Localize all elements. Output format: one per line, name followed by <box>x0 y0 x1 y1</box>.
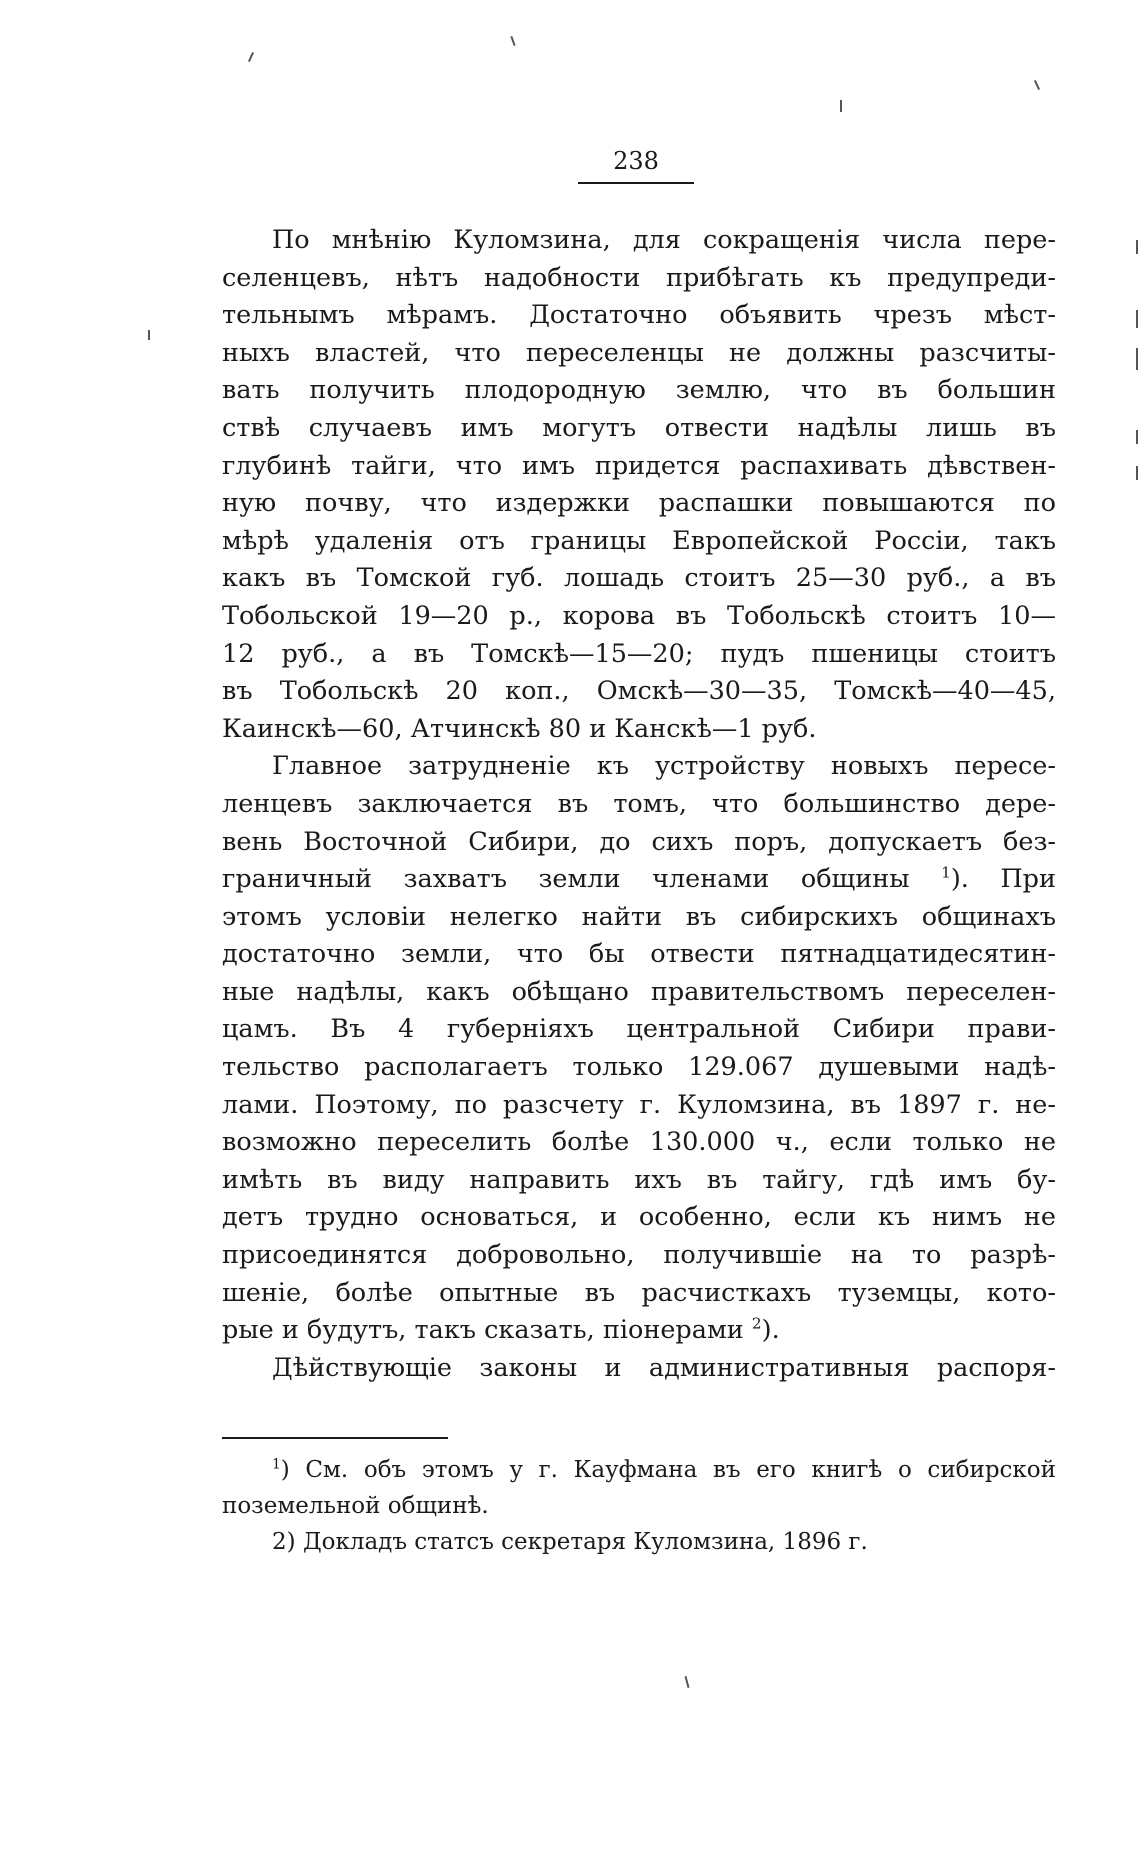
text-line: Каинскѣ—60, Атчинскѣ 80 и Канскѣ—1 руб. <box>222 713 817 744</box>
text-line-with-footnote-ref <box>222 1312 1056 1350</box>
text-line: ствѣ случаевъ имъ могутъ отвести надѣлы лишь въ <box>222 412 1056 443</box>
text-line: ныхъ властей, что переселенцы не должны разсчиты- <box>222 337 1056 368</box>
text-line: ленцевъ заключается въ томъ, что большинство дере- <box>222 788 1056 819</box>
footnote-text: См. объ этомъ у г. Кауфмана въ его книгѣ о сибирской <box>305 1457 1056 1483</box>
text-run: ). При <box>950 864 1056 895</box>
text-line: возможно переселить болѣе 130.000 ч., если только не <box>222 1127 1056 1158</box>
text-line: имѣть въ виду направить ихъ въ тайгу, гдѣ имъ бу- <box>222 1164 1056 1195</box>
scan-speck <box>1136 466 1138 480</box>
text-line: Тобольской 19—20 р., корова въ Тобольскѣ стоитъ 10— <box>222 600 1056 631</box>
text-line: вень Восточной Сибири, до сихъ поръ, допускаетъ без- <box>222 826 1056 857</box>
text-run: ). <box>761 1315 780 1346</box>
text-line: лами. Поэтому, по разсчету г. Куломзина, въ 1897 г. не- <box>222 1089 1056 1120</box>
text-line: присоединятся добровольно, получившіе на то разрѣ- <box>222 1240 1056 1271</box>
footnote-mark-2-text: 2 <box>272 1529 287 1555</box>
text-line: этомъ условіи нелегко найти въ сибирскихъ общинахъ <box>222 901 1056 932</box>
text-line: тельнымъ мѣрамъ. Достаточно объявить чрезъ мѣст- <box>222 300 1056 331</box>
text-line: ную почву, что издержки распашки повышаются по <box>222 488 1056 519</box>
text-line: Дѣйствующіе законы и административныя распоря- <box>272 1352 1056 1383</box>
footnote-text: Докладъ статсъ секретаря Куломзина, 1896 г. <box>302 1529 868 1555</box>
page-number: 238 <box>613 147 659 175</box>
text-run: граничный захватъ земли членами общины <box>222 864 942 895</box>
text-line: ные надѣлы, какъ обѣщано правительствомъ переселен- <box>222 976 1056 1007</box>
text-line: По мнѣнію Куломзина, для сокращенія числа пере- <box>272 225 1056 255</box>
footnote-ref-2: 2 <box>751 1314 762 1333</box>
scan-speck <box>248 52 254 62</box>
text-run: рые и будутъ, такъ сказать, піонерами <box>222 1315 752 1346</box>
scan-speck <box>1136 348 1138 370</box>
footnote-rule <box>222 1437 448 1439</box>
text-line: мѣрѣ удаленія отъ границы Европейской Россіи, такъ <box>222 525 1056 556</box>
text-line: тельство располагаетъ только 129.067 душевыми надѣ- <box>222 1052 1056 1083</box>
text-line: глубинѣ тайги, что имъ придется распахивать дѣвствен- <box>222 450 1056 481</box>
scan-speck <box>684 1676 689 1688</box>
footnote-mark-1: 1 <box>272 1456 281 1473</box>
text-line: шеніе, болѣе опытные въ расчисткахъ туземцы, кото- <box>222 1277 1056 1308</box>
text-line: Главное затрудненіе къ устройству новыхъ пересе- <box>272 751 1056 782</box>
footnote-2: 2) Докладъ статсъ секретаря Куломзина, 1896 г. <box>272 1529 868 1555</box>
scan-speck <box>1136 240 1138 254</box>
footnote-ref-1: 1 <box>941 863 951 882</box>
scan-speck <box>1034 80 1040 90</box>
text-line: селенцевъ, нѣтъ надобности прибѣгать къ предупреди- <box>222 262 1056 293</box>
body-text <box>222 222 1056 1387</box>
footnote-1-cont: поземельной общинѣ. <box>222 1493 489 1519</box>
scan-speck <box>1136 310 1138 328</box>
scan-speck <box>840 100 842 112</box>
text-line: какъ въ Томской губ. лошадь стоитъ 25—30 руб., а въ <box>222 563 1056 594</box>
text-line: достаточно земли, что бы отвести пятнадцатидесятин- <box>222 939 1056 970</box>
footnotes <box>222 1452 1056 1560</box>
scan-speck <box>1136 430 1138 444</box>
text-line-with-footnote-ref <box>222 861 1056 899</box>
footnote-1: $^1$) См. объ этомъ у г. Кауфмана въ его книгѣ о сибирской <box>272 1456 1056 1483</box>
scan-speck <box>148 330 150 340</box>
text-line: детъ трудно основаться, и особенно, если къ нимъ не <box>222 1202 1056 1233</box>
text-line: цамъ. Въ 4 губерніяхъ центральной Сибири прави- <box>222 1014 1056 1045</box>
text-line: въ Тобольскѣ 20 коп., Омскѣ—30—35, Томскѣ—40—45, <box>222 676 1056 707</box>
text-line: вать получить плодородную землю, что въ большин <box>222 375 1056 406</box>
scan-speck <box>510 36 515 46</box>
text-line: 12 руб., а въ Томскѣ—15—20; пудъ пшеницы стоитъ <box>222 638 1056 669</box>
page-number-rule <box>578 182 694 184</box>
